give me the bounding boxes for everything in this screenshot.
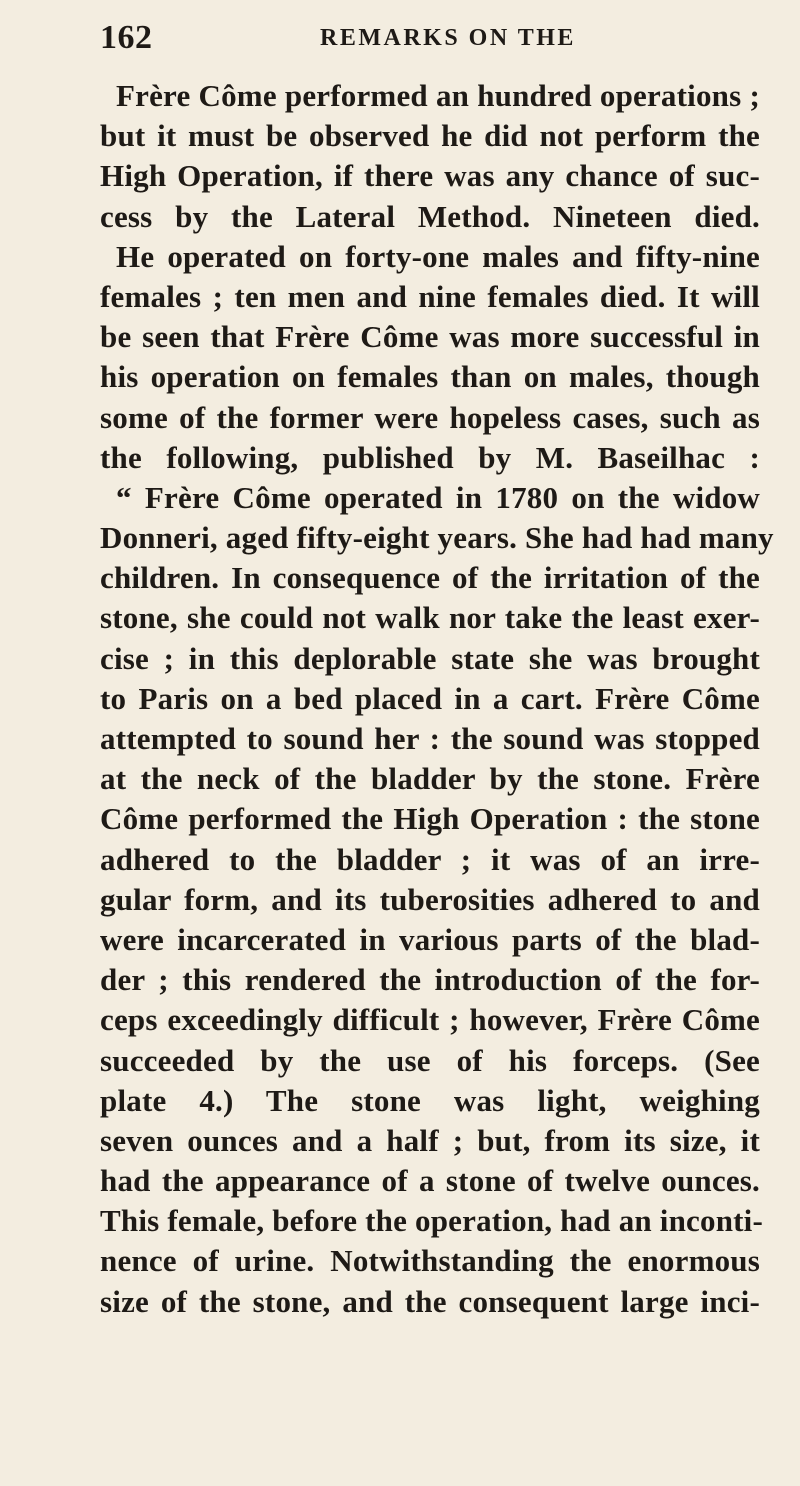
text-line: children. In consequence of the irritation of the (100, 560, 760, 596)
text-line: were incarcerated in various parts of the blad- (100, 921, 760, 957)
text-line: Donneri, aged fifty-eight years. She had had many (100, 520, 774, 556)
body-text (100, 76, 774, 1322)
text-line: the following, published by M. Baseilhac : (100, 439, 760, 475)
text-line: This female, before the operation, had an inconti- (100, 1203, 763, 1239)
text-line: succeeded by the use of his forceps. (See (100, 1042, 760, 1078)
text-line: cise ; in this deplorable state she was brought (100, 640, 760, 676)
text-line: be seen that Frère Côme was more successful in (100, 319, 760, 355)
text-line: He operated on forty-one males and fifty-nine (116, 238, 760, 274)
text-line: but it must be observed he did not perform the (100, 118, 760, 154)
text-line: gular form, and its tuberosities adhered to and (100, 881, 760, 917)
text-line: size of the stone, and the consequent large inci- (100, 1283, 760, 1319)
text-line: stone, she could not walk nor take the least exer- (100, 600, 760, 636)
text-line: ceps exceedingly difficult ; however, Frère Côme (100, 1002, 760, 1038)
text-line: plate 4.) The stone was light, weighing (100, 1082, 760, 1118)
text-line: to Paris on a bed placed in a cart. Frère Côme (100, 680, 760, 716)
text-line: cess by the Lateral Method. Nineteen died. (100, 198, 760, 234)
text-line: High Operation, if there was any chance of suc- (100, 158, 760, 194)
text-line: attempted to sound her : the sound was stopped (100, 721, 760, 756)
text-line: “ Frère Côme operated in 1780 on the widow (116, 479, 760, 515)
running-head: REMARKS ON THE (320, 25, 576, 51)
text-line: some of the former were hopeless cases, such as (100, 399, 760, 435)
text-line: his operation on females than on males, though (100, 359, 760, 395)
text-line: adhered to the bladder ; it was of an irre- (100, 841, 760, 877)
text-line: females ; ten men and nine females died. It will (100, 278, 760, 314)
text-line: der ; this rendered the introduction of the for- (100, 962, 760, 998)
text-line: seven ounces and a half ; but, from its size, it (100, 1122, 760, 1158)
text-line: had the appearance of a stone of twelve ounces. (100, 1163, 760, 1199)
text-line: nence of urine. Notwithstanding the enormous (100, 1243, 760, 1279)
text-line: at the neck of the bladder by the stone. Frère (100, 761, 760, 797)
page-header (100, 18, 760, 58)
text-line: Frère Côme performed an hundred operations ; (116, 78, 760, 113)
page-number: 162 (100, 19, 153, 56)
text-line: Côme performed the High Operation : the stone (100, 801, 760, 837)
